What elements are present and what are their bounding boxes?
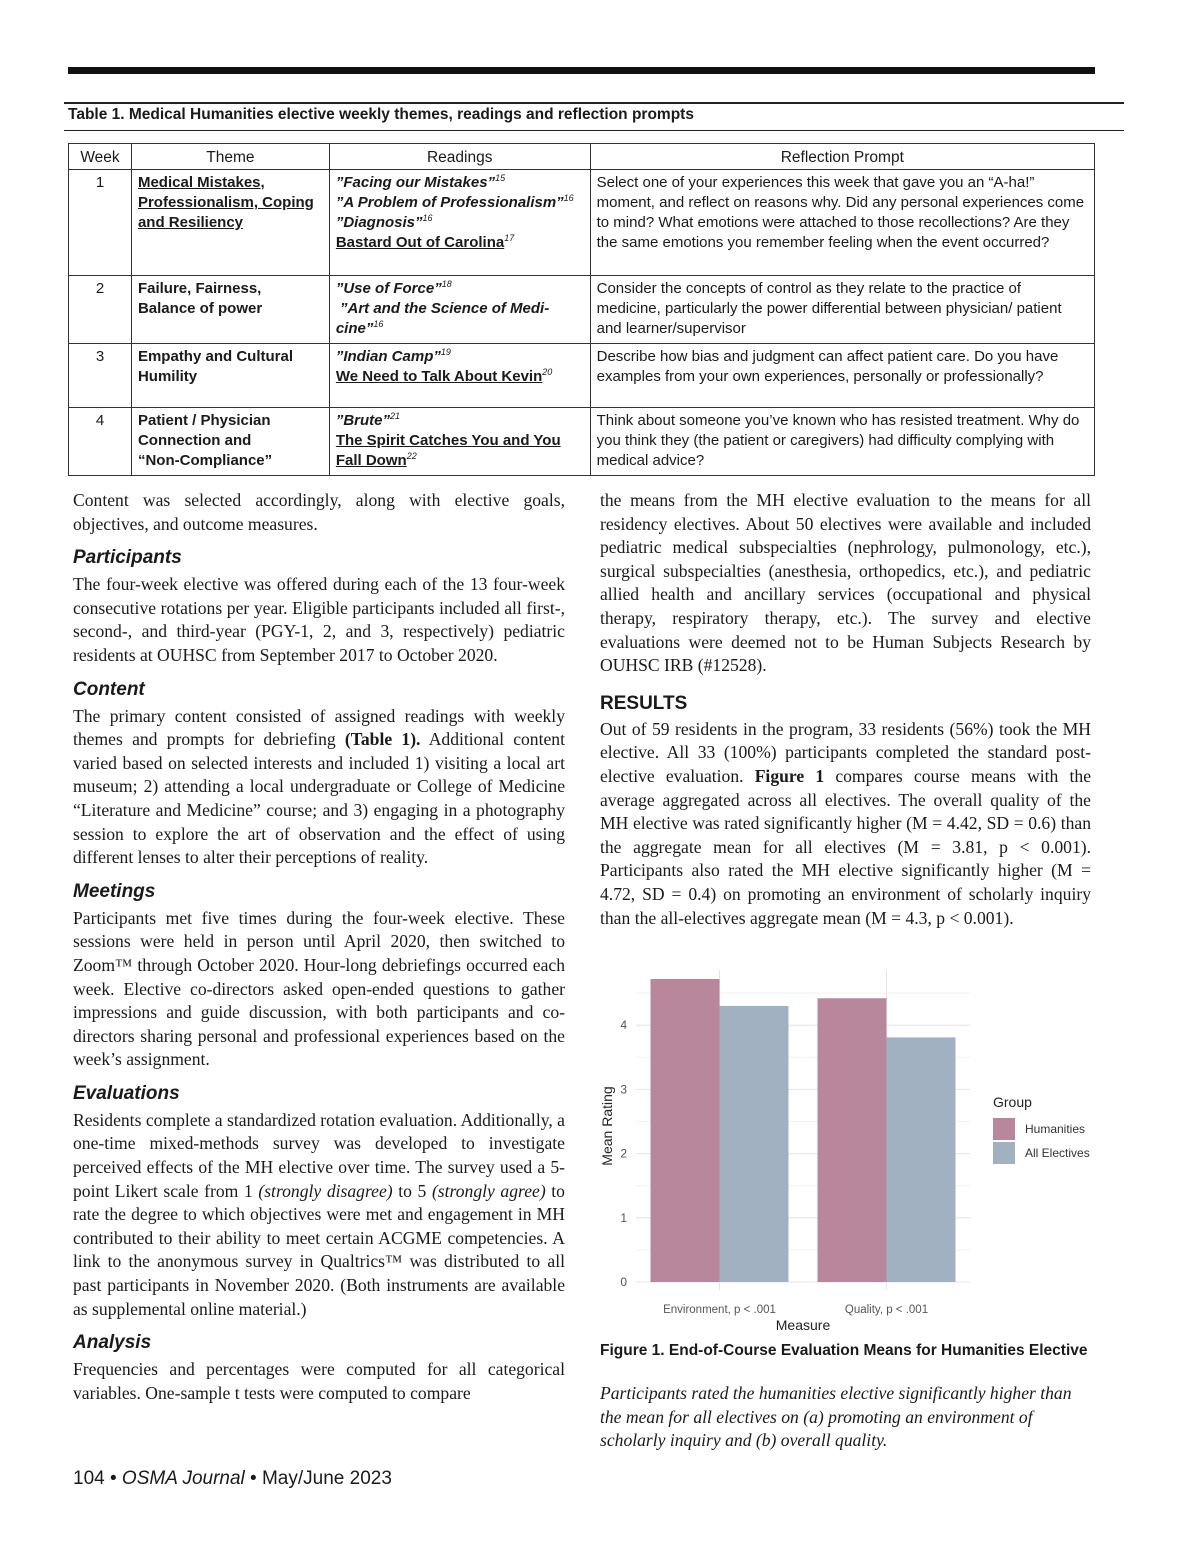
bar-humanities — [818, 998, 887, 1282]
x-tick-label: Environment, p < .001 — [663, 1304, 776, 1316]
themes-table — [68, 143, 1095, 476]
week-cell: 1 — [69, 170, 132, 276]
evaluations-text: to rate the degree to which objectives were met and engagement in MH contributed to their ability to meet certain ACGME competencies. A link to the anonymous survey in Qualtrics™ was distributed to all past participants in November 2020. (Both instruments are available as supplemental online material.) — [73, 1180, 565, 1319]
reading-title: ”A Problem of Professionalism” — [335, 194, 564, 211]
results-text: Out of 59 residents in the program, 33 residents (56%) took the MH elective. All 33 (100%) participants completed the standard post-elective evaluation. — [600, 718, 1091, 786]
page-footer — [73, 1468, 392, 1490]
reading-title: The Spirit Catches You and You Fall Down — [335, 432, 561, 469]
intro-paragraph: Content was selected accordingly, along with elective goals, objectives, and outcome measures. — [73, 490, 565, 534]
meetings-heading: Meetings — [73, 880, 156, 902]
reading-ref: 15 — [495, 173, 506, 183]
table-caption-rule-top — [64, 102, 1124, 104]
header-theme: Theme — [131, 144, 329, 170]
content-text: The primary content consisted of assigned readings with weekly themes and prompts for debriefing — [73, 705, 565, 750]
theme-line: Failure, Fairness, — [137, 280, 262, 297]
methods-continued-paragraph: the means from the MH elective evaluation to the means for all residency electives. About 50 electives were available and included pediatric medical subspecialties (nephrology, pulmonology, etc.), surgical subspecialties (anesthesia, orthopedics, etc.), and pediatric allied health and ancillary services (occupational and physical therapy, respiratory therapy, etc.). The survey and elective evaluations were deemed not to be Human Subjects Research by OUHSC IRB (#12528). — [600, 490, 1091, 676]
reading-title: We Need to Talk About Kevin — [335, 368, 543, 385]
theme-line: Balance of power — [137, 300, 263, 317]
theme-line: and Resiliency — [137, 214, 244, 231]
table-row — [69, 408, 1095, 476]
reading-item — [336, 411, 584, 431]
figure-description: Participants rated the humanities elective significantly higher than the mean for all electives on (a) promoting an environment of scholarly inquiry and (b) overall quality. — [600, 1383, 1072, 1451]
reading-ref: 16 — [563, 193, 574, 203]
x-axis-label: Measure — [775, 1317, 831, 1333]
header-readings: Readings — [329, 144, 590, 170]
bar-humanities — [651, 979, 720, 1282]
table-row — [69, 276, 1095, 344]
prompt-cell: Describe how bias and judgment can affect patient care. Do you have examples from your own experiences, personally or professionally? — [590, 344, 1094, 408]
reading-item — [336, 299, 584, 339]
right-column — [600, 489, 1091, 930]
reading-ref: 16 — [373, 319, 384, 329]
reading-title: Bastard Out of Carolina — [335, 234, 505, 251]
theme-cell — [131, 408, 329, 476]
participants-heading: Participants — [73, 547, 182, 569]
readings-cell — [329, 344, 590, 408]
header-reflection-prompt: Reflection Prompt — [590, 144, 1094, 170]
top-rule — [68, 67, 1095, 74]
week-cell: 3 — [69, 344, 132, 408]
readings-cell — [329, 276, 590, 344]
reading-ref: 21 — [390, 411, 401, 421]
results-heading: RESULTS — [600, 692, 688, 714]
week-cell: 2 — [69, 276, 132, 344]
reading-title: ”Art and the Science of Medi-cine” — [335, 300, 550, 337]
content-paragraph — [73, 705, 565, 870]
reading-item — [336, 367, 584, 387]
theme-line: Humility — [137, 368, 198, 385]
legend-swatch-humanities — [993, 1118, 1015, 1140]
y-tick-label: 1 — [620, 1210, 627, 1225]
prompt-cell: Think about someone you’ve known who has resisted treatment. Why do you think they (the patient or caregivers) had difficulty complying with medical advice? — [590, 408, 1094, 476]
evaluations-italic: (strongly disagree) — [258, 1180, 393, 1201]
reading-item — [336, 173, 584, 193]
y-tick-label: 0 — [620, 1275, 627, 1289]
journal-name: OSMA Journal — [121, 1468, 245, 1489]
figure-reference: Figure 1 — [754, 765, 825, 786]
theme-cell — [131, 170, 329, 276]
content-heading: Content — [73, 678, 145, 700]
reading-title: ”Brute” — [335, 412, 391, 429]
figure-1-chart — [596, 962, 1104, 1340]
evaluations-text: Residents complete a standardized rotation evaluation. Additionally, a one-time mixed-methods survey was developed to investigate perceived effects of the MH elective over time. The survey used a 5-point Likert scale from 1 — [73, 1109, 565, 1201]
table-caption-rule-bottom — [64, 130, 1124, 131]
reading-item — [336, 431, 584, 471]
table-header-row — [69, 144, 1095, 170]
y-tick-label: 3 — [620, 1082, 627, 1097]
reading-item — [336, 233, 584, 253]
legend-title: Group — [993, 1094, 1032, 1110]
prompt-cell: Select one of your experiences this week that gave you an “A-ha!” moment, and reflect on reasons why. Did any personal experiences come to mind? What emotions were attached to those recollections? Are they the same emotions you remember feeling when the event occurred? — [590, 170, 1094, 276]
table-caption: Table 1. Medical Humanities elective weekly themes, readings and reflection prompts — [68, 106, 694, 123]
reading-item — [336, 213, 584, 233]
x-tick-label: Quality, p < .001 — [844, 1304, 929, 1316]
theme-line: Connection and — [137, 432, 252, 449]
reading-title: ”Indian Camp” — [335, 348, 441, 365]
theme-line: Medical Mistakes, — [137, 174, 265, 191]
prompt-cell: Consider the concepts of control as they relate to the practice of medicine, particularly the power differential between physician/ patient and learner/supervisor — [590, 276, 1094, 344]
reading-title: ”Use of Force” — [335, 280, 442, 297]
bar-chart — [596, 962, 1104, 1340]
theme-line: Patient / Physician — [137, 412, 271, 429]
reading-ref: 17 — [504, 233, 515, 243]
bar-all-electives — [720, 1006, 789, 1282]
theme-line: “Non-Compliance” — [137, 452, 273, 469]
results-paragraph — [600, 718, 1091, 930]
analysis-heading: Analysis — [73, 1332, 152, 1354]
meetings-paragraph: Participants met five times during the four-week elective. These sessions were held in person until April 2020, then switched to Zoom™ through October 2020. Hour-long debriefings occurred each week. Elective co-directors asked open-ended questions to gather impressions and guide discussion, with both participants and co-directors sharing personal and professional experiences based on the week’s assignment. — [73, 907, 565, 1070]
theme-line: Empathy and Cultural — [137, 348, 293, 365]
evaluations-heading: Evaluations — [73, 1082, 180, 1104]
table-row — [69, 170, 1095, 276]
evaluations-paragraph — [73, 1109, 565, 1321]
readings-cell — [329, 408, 590, 476]
y-tick-label: 4 — [620, 1018, 627, 1033]
week-cell: 4 — [69, 408, 132, 476]
header-week: Week — [69, 144, 132, 170]
evaluations-text: to 5 — [392, 1180, 432, 1201]
reading-ref: 18 — [441, 279, 452, 289]
reading-ref: 20 — [542, 367, 553, 377]
figure-caption: Figure 1. End-of-Course Evaluation Means for Humanities Elective — [600, 1342, 1088, 1359]
readings-cell — [329, 170, 590, 276]
results-text: compares course means with the average aggregated across all electives. The overall quality of the MH elective was rated significantly higher (M = 4.42, SD = 0.6) than the aggregate mean for all electives (M = 3.81, p < 0.001). Participants also rated the MH elective significantly higher (M = 4.72, SD = 0.4) on promoting an environment of scholarly inquiry than the all-electives aggregate mean (M = 4.3, p < 0.001). — [600, 765, 1092, 928]
reading-ref: 22 — [406, 451, 417, 461]
table-row — [69, 344, 1095, 408]
reading-title: ”Facing our Mistakes” — [335, 174, 496, 191]
y-axis-label: Mean Rating — [599, 1086, 615, 1166]
theme-cell — [131, 344, 329, 408]
content-text: Additional content varied based on selected interests and included 1) visiting a local art museum; 2) attending a local undergraduate or College of Medicine “Literature and Medicine” course; and 3) engaging in a photography session to explore the art of observation and the effect of using different lenses to alter their perceptions of reality. — [73, 729, 565, 868]
legend-label: Humanities — [1025, 1122, 1086, 1136]
analysis-paragraph: Frequencies and percentages were computed for all categorical variables. One-sample t tests were computed to compare — [73, 1359, 565, 1403]
reading-item — [336, 347, 584, 367]
left-column — [73, 489, 565, 1405]
issue-date: • May/June 2023 — [244, 1468, 392, 1489]
theme-line: Professionalism, Coping — [137, 194, 314, 211]
table-reference: (Table 1). — [344, 729, 421, 750]
reading-ref: 16 — [422, 213, 433, 223]
participants-paragraph: The four-week elective was offered during each of the 13 four-week consecutive rotations per year. Eligible participants included all first-, second-, and third-year (PGY-1, 2, and 3, respectively) pediatric residents at OUHSC from September 2017 to October 2020. — [73, 574, 565, 665]
reading-item — [336, 279, 584, 299]
reading-item — [336, 193, 584, 213]
theme-cell — [131, 276, 329, 344]
evaluations-italic: (strongly agree) — [431, 1180, 546, 1201]
legend-swatch-all-electives — [993, 1142, 1015, 1164]
page-number: 104 • — [73, 1468, 122, 1489]
y-tick-label: 2 — [620, 1146, 627, 1161]
legend-label: All Electives — [1025, 1146, 1090, 1160]
reading-title: ”Diagnosis” — [335, 214, 423, 231]
reading-ref: 19 — [440, 347, 451, 357]
bar-all-electives — [887, 1037, 956, 1282]
